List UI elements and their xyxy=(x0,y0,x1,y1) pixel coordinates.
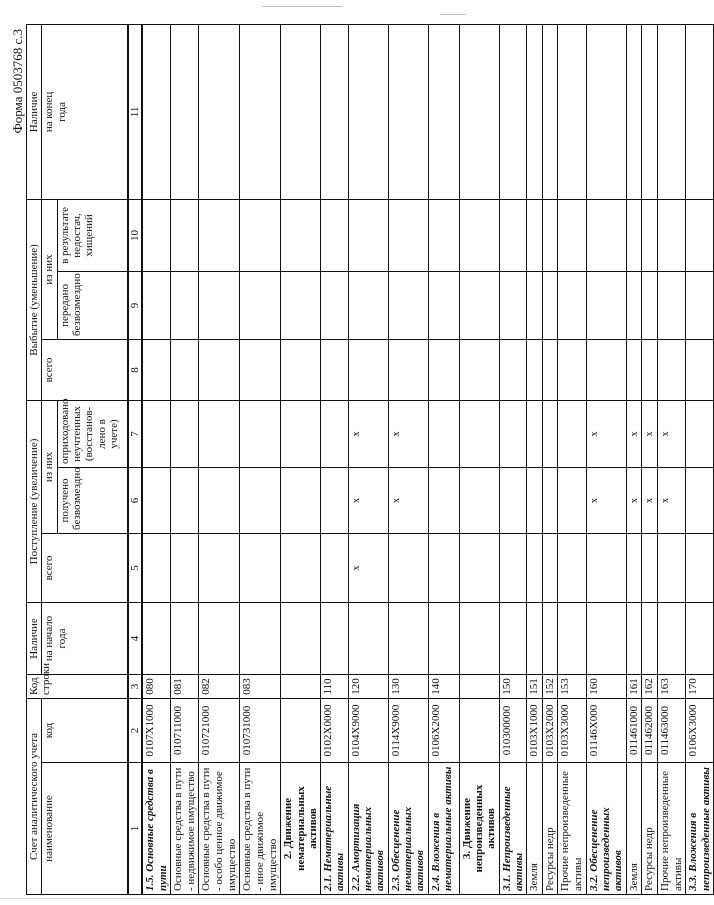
cell-col-9 xyxy=(499,271,527,339)
cell-col-10 xyxy=(459,199,499,271)
row-code xyxy=(281,698,321,762)
column-number: 4 xyxy=(128,602,142,674)
cell-col-4 xyxy=(499,602,527,674)
cell-col-5 xyxy=(388,533,428,602)
header-shortages-2: недостач, xyxy=(70,213,83,258)
not-applicable-mark: x xyxy=(588,497,600,503)
header-income-of-which: из них xyxy=(42,400,57,533)
cell-col-4 xyxy=(142,602,170,674)
row-line-code: 110 xyxy=(321,674,349,698)
table-row xyxy=(142,24,170,894)
row-code: 0107Х1000 xyxy=(142,698,170,762)
cell-col-5 xyxy=(626,533,642,602)
header-end-balance-sub xyxy=(42,24,128,199)
row-code: 010721000 xyxy=(199,698,240,762)
row-name: Прочие непроизведенные активы xyxy=(558,763,586,895)
table-row xyxy=(527,24,543,894)
not-applicable-mark: x xyxy=(659,497,671,503)
cell-col-5 xyxy=(199,533,240,602)
cell-col-11 xyxy=(642,24,658,199)
cell-col-11 xyxy=(626,24,642,199)
row-line-code xyxy=(281,674,321,698)
cell-col-10 xyxy=(428,199,459,271)
row-code xyxy=(459,698,499,762)
cell-col-11 xyxy=(542,24,558,199)
header-capitalized-4: лено в учете) xyxy=(95,419,120,449)
row-code: 011463000 xyxy=(657,698,685,762)
column-number: 1 xyxy=(128,763,142,895)
cell-col-11 xyxy=(558,24,586,199)
not-applicable-mark: x xyxy=(390,431,402,437)
header-end-balance-2: на конец xyxy=(43,91,56,133)
cell-col-5 xyxy=(499,533,527,602)
cell-col-10 xyxy=(657,199,685,271)
cell-col-11 xyxy=(586,24,626,199)
row-line-code: 170 xyxy=(686,674,714,698)
cell-col-8 xyxy=(527,339,543,400)
cell-col-4 xyxy=(626,602,642,674)
cell-col-9 xyxy=(642,271,658,339)
cell-col-9 xyxy=(626,271,642,339)
header-income-total: всего xyxy=(42,533,128,602)
cell-col-6 xyxy=(542,467,558,533)
cell-col-9 xyxy=(542,271,558,339)
cell-col-4 xyxy=(171,602,199,674)
table-row xyxy=(281,24,321,894)
header-capitalized-2: неучтенных xyxy=(70,406,83,462)
cell-col-10 xyxy=(527,199,543,271)
row-name: 1.5. Основные средства в пути xyxy=(142,763,170,895)
cell-col-10 xyxy=(686,199,714,271)
cell-col-5 xyxy=(240,533,281,602)
cell-col-9 xyxy=(281,271,321,339)
cell-col-11 xyxy=(348,24,388,199)
cell-col-9 xyxy=(558,271,586,339)
column-number: 5 xyxy=(128,533,142,602)
cell-col-7 xyxy=(142,400,170,467)
cell-col-7 xyxy=(171,400,199,467)
row-line-code: 160 xyxy=(586,674,626,698)
table-row xyxy=(657,24,685,894)
row-code: 0103Х3000 xyxy=(558,698,586,762)
row-name: 2.2. Амортизация нематериальных активов xyxy=(348,763,388,895)
cell-col-4 xyxy=(459,602,499,674)
column-number: 9 xyxy=(128,271,142,339)
cell-col-6 xyxy=(459,467,499,533)
row-line-code: 151 xyxy=(527,674,543,698)
cell-col-10 xyxy=(642,199,658,271)
row-line-code: 162 xyxy=(642,674,658,698)
cell-col-11 xyxy=(428,24,459,199)
header-end-balance-3: года xyxy=(55,101,68,122)
cell-col-7 xyxy=(626,400,642,467)
header-code: код xyxy=(42,698,128,762)
cell-col-9 xyxy=(321,271,349,339)
cell-col-5 xyxy=(348,533,388,602)
row-name: 3.2. Обесценение непроизведенных активов xyxy=(586,763,626,895)
cell-col-6 xyxy=(240,467,281,533)
cell-col-8 xyxy=(499,339,527,400)
cell-col-7 xyxy=(586,400,626,467)
header-line-code-1: Код xyxy=(28,677,40,695)
row-name: 2. Движение нематериальных активов xyxy=(281,763,321,895)
cell-col-11 xyxy=(459,24,499,199)
cell-col-11 xyxy=(657,24,685,199)
cell-col-8 xyxy=(388,339,428,400)
table-row xyxy=(348,24,388,894)
header-transferred-free xyxy=(57,271,128,339)
cell-col-6 xyxy=(171,467,199,533)
cell-col-6 xyxy=(657,467,685,533)
header-capitalized xyxy=(57,400,128,467)
column-number: 11 xyxy=(128,24,142,199)
cell-col-10 xyxy=(626,199,642,271)
cell-col-7 xyxy=(527,400,543,467)
row-name: Основные средства в пути - иное движимое имущество xyxy=(240,763,281,895)
cell-col-4 xyxy=(642,602,658,674)
header-start-balance: Наличие xyxy=(27,602,42,674)
cell-col-7 xyxy=(388,400,428,467)
table-row xyxy=(199,24,240,894)
header-received-free-2: безвозмездно xyxy=(70,467,83,530)
cell-col-7 xyxy=(686,400,714,467)
cell-col-5 xyxy=(321,533,349,602)
cell-col-11 xyxy=(388,24,428,199)
cell-col-6 xyxy=(142,467,170,533)
cell-col-4 xyxy=(686,602,714,674)
cell-col-11 xyxy=(171,24,199,199)
row-name: 3.1. Непроизведенные активы xyxy=(499,763,527,895)
column-number: 7 xyxy=(128,400,142,467)
header-start-balance-2: на начало xyxy=(43,615,56,662)
cell-col-10 xyxy=(142,199,170,271)
cell-col-5 xyxy=(542,533,558,602)
row-code: 011461000 xyxy=(626,698,642,762)
column-number: 8 xyxy=(128,339,142,400)
table-row xyxy=(171,24,199,894)
cell-col-7 xyxy=(199,400,240,467)
header-income: Поступление (увеличение) xyxy=(27,400,42,602)
cell-col-4 xyxy=(321,602,349,674)
row-code: 010731000 xyxy=(240,698,281,762)
cell-col-5 xyxy=(657,533,685,602)
header-capitalized-3: (восстанов- xyxy=(83,406,96,462)
header-received-free xyxy=(57,467,128,533)
cell-col-7 xyxy=(642,400,658,467)
cell-col-9 xyxy=(527,271,543,339)
not-applicable-mark: x xyxy=(350,565,362,571)
cell-col-4 xyxy=(281,602,321,674)
cell-col-9 xyxy=(142,271,170,339)
header-account: Счет аналитического учета xyxy=(27,698,42,894)
cell-col-10 xyxy=(542,199,558,271)
header-start-balance-3: года xyxy=(55,628,68,649)
row-line-code xyxy=(459,674,499,698)
cell-col-7 xyxy=(558,400,586,467)
cell-col-9 xyxy=(657,271,685,339)
cell-col-7 xyxy=(657,400,685,467)
not-applicable-mark: x xyxy=(644,497,656,503)
cell-col-10 xyxy=(388,199,428,271)
cell-col-8 xyxy=(428,339,459,400)
cell-col-6 xyxy=(388,467,428,533)
row-name: 2.1. Нематериальные активы xyxy=(321,763,349,895)
column-number-row xyxy=(128,24,142,894)
cell-col-8 xyxy=(321,339,349,400)
row-code: 011462000 xyxy=(642,698,658,762)
cell-col-4 xyxy=(586,602,626,674)
cell-col-7 xyxy=(281,400,321,467)
row-name: Ресурсы недр xyxy=(542,763,558,895)
scan-top-line xyxy=(262,6,342,7)
header-outflow-total: всего xyxy=(42,339,128,400)
cell-col-10 xyxy=(499,199,527,271)
header-received-free-1: получено xyxy=(58,478,71,523)
cell-col-6 xyxy=(499,467,527,533)
row-line-code: 083 xyxy=(240,674,281,698)
cell-col-6 xyxy=(686,467,714,533)
table-row xyxy=(642,24,658,894)
cell-col-11 xyxy=(499,24,527,199)
cell-col-4 xyxy=(348,602,388,674)
row-line-code: 153 xyxy=(558,674,586,698)
header-shortages-3: хищений xyxy=(83,214,96,257)
row-name: Ресурсы недр xyxy=(642,763,658,895)
row-code: 010711000 xyxy=(171,698,199,762)
header-outflow: Выбытие (уменьшение) xyxy=(27,199,42,400)
cell-col-10 xyxy=(348,199,388,271)
header-shortages-1: в результате xyxy=(58,207,71,264)
row-name: Основные средства в пути - особо ценное движимое имущество xyxy=(199,763,240,895)
table-row xyxy=(321,24,349,894)
table-row xyxy=(499,24,527,894)
row-name: Земля xyxy=(527,763,543,895)
report-table xyxy=(26,24,714,895)
cell-col-10 xyxy=(240,199,281,271)
cell-col-11 xyxy=(142,24,170,199)
header-name: наименование xyxy=(42,763,128,895)
cell-col-5 xyxy=(642,533,658,602)
row-line-code: 152 xyxy=(542,674,558,698)
header-line-code xyxy=(27,662,129,698)
cell-col-8 xyxy=(459,339,499,400)
row-name: Основные средства в пути - недвижимое имущество xyxy=(171,763,199,895)
column-number: 2 xyxy=(128,698,142,762)
row-code: 0106Х2000 xyxy=(428,698,459,762)
cell-col-6 xyxy=(626,467,642,533)
cell-col-8 xyxy=(626,339,642,400)
row-code: 0104Х9000 xyxy=(348,698,388,762)
cell-col-7 xyxy=(348,400,388,467)
cell-col-9 xyxy=(388,271,428,339)
not-applicable-mark: x xyxy=(628,497,640,503)
row-line-code: 080 xyxy=(142,674,170,698)
row-line-code: 130 xyxy=(388,674,428,698)
cell-col-6 xyxy=(642,467,658,533)
header-line-code-2: строки xyxy=(40,662,53,695)
cell-col-5 xyxy=(558,533,586,602)
table-row xyxy=(686,24,714,894)
header-capitalized-1: оприходовано xyxy=(58,398,71,464)
table-row xyxy=(586,24,626,894)
cell-col-6 xyxy=(527,467,543,533)
cell-col-8 xyxy=(558,339,586,400)
form-caption: Форма 0503768 с.3 xyxy=(10,29,25,134)
cell-col-4 xyxy=(542,602,558,674)
column-number: 3 xyxy=(128,674,142,698)
not-applicable-mark: x xyxy=(588,431,600,437)
cell-col-8 xyxy=(171,339,199,400)
not-applicable-mark: x xyxy=(644,431,656,437)
cell-col-4 xyxy=(657,602,685,674)
not-applicable-mark: x xyxy=(628,431,640,437)
not-applicable-mark: x xyxy=(390,497,402,503)
table-row xyxy=(388,24,428,894)
cell-col-8 xyxy=(281,339,321,400)
cell-col-10 xyxy=(281,199,321,271)
cell-col-11 xyxy=(321,24,349,199)
cell-col-11 xyxy=(281,24,321,199)
cell-col-7 xyxy=(240,400,281,467)
cell-col-5 xyxy=(459,533,499,602)
scan-bottom-edge xyxy=(0,898,640,899)
header-end-balance: Наличие xyxy=(27,24,42,199)
cell-col-8 xyxy=(240,339,281,400)
column-number: 10 xyxy=(128,199,142,271)
cell-col-9 xyxy=(199,271,240,339)
row-code: 0114Х9000 xyxy=(388,698,428,762)
cell-col-6 xyxy=(558,467,586,533)
row-line-code: 161 xyxy=(626,674,642,698)
cell-col-10 xyxy=(171,199,199,271)
cell-col-8 xyxy=(586,339,626,400)
cell-col-9 xyxy=(428,271,459,339)
row-name: 3. Движение непроизведенных активов xyxy=(459,763,499,895)
cell-col-4 xyxy=(428,602,459,674)
cell-col-5 xyxy=(171,533,199,602)
row-line-code: 150 xyxy=(499,674,527,698)
row-line-code: 120 xyxy=(348,674,388,698)
table-row xyxy=(558,24,586,894)
table-row xyxy=(542,24,558,894)
cell-col-4 xyxy=(527,602,543,674)
row-code: 0106Х3000 xyxy=(686,698,714,762)
row-name: 2.4. Вложения в нематериальные активы xyxy=(428,763,459,895)
row-line-code: 081 xyxy=(171,674,199,698)
cell-col-10 xyxy=(199,199,240,271)
cell-col-6 xyxy=(586,467,626,533)
row-line-code: 082 xyxy=(199,674,240,698)
cell-col-8 xyxy=(142,339,170,400)
table-row xyxy=(428,24,459,894)
cell-col-5 xyxy=(428,533,459,602)
cell-col-11 xyxy=(240,24,281,199)
table-row xyxy=(240,24,281,894)
cell-col-8 xyxy=(642,339,658,400)
cell-col-7 xyxy=(459,400,499,467)
cell-col-11 xyxy=(527,24,543,199)
cell-col-7 xyxy=(321,400,349,467)
cell-col-8 xyxy=(199,339,240,400)
cell-col-10 xyxy=(586,199,626,271)
cell-col-6 xyxy=(428,467,459,533)
header-shortages xyxy=(57,199,128,271)
cell-col-5 xyxy=(686,533,714,602)
not-applicable-mark: x xyxy=(659,431,671,437)
table-row xyxy=(459,24,499,894)
cell-col-8 xyxy=(686,339,714,400)
cell-col-6 xyxy=(321,467,349,533)
scan-top-mark xyxy=(440,14,466,15)
cell-col-9 xyxy=(459,271,499,339)
cell-col-7 xyxy=(542,400,558,467)
cell-col-8 xyxy=(542,339,558,400)
cell-col-7 xyxy=(499,400,527,467)
cell-col-6 xyxy=(199,467,240,533)
cell-col-8 xyxy=(348,339,388,400)
not-applicable-mark: x xyxy=(350,497,362,503)
cell-col-4 xyxy=(388,602,428,674)
cell-col-5 xyxy=(527,533,543,602)
cell-col-11 xyxy=(199,24,240,199)
cell-col-9 xyxy=(586,271,626,339)
row-code: 0103Х2000 xyxy=(542,698,558,762)
table-row xyxy=(626,24,642,894)
header-outflow-of-which: из них xyxy=(42,199,57,339)
cell-col-7 xyxy=(428,400,459,467)
row-code: 0102Х0000 xyxy=(321,698,349,762)
cell-col-5 xyxy=(142,533,170,602)
rotated-form-page xyxy=(10,25,712,895)
row-name: 2.3. Обесценение нематериальных активов xyxy=(388,763,428,895)
column-number: 6 xyxy=(128,467,142,533)
cell-col-5 xyxy=(281,533,321,602)
cell-col-4 xyxy=(199,602,240,674)
header-transferred-free-2: безвозмездно xyxy=(70,273,83,336)
cell-col-4 xyxy=(558,602,586,674)
cell-col-9 xyxy=(240,271,281,339)
row-line-code: 163 xyxy=(657,674,685,698)
row-name: 3.3. Вложения в непроизведенные активы xyxy=(686,763,714,895)
row-name: Земля xyxy=(626,763,642,895)
cell-col-4 xyxy=(240,602,281,674)
row-code: 01146Х000 xyxy=(586,698,626,762)
row-name: Прочие непроизведенные активы xyxy=(657,763,685,895)
row-line-code: 140 xyxy=(428,674,459,698)
cell-col-10 xyxy=(558,199,586,271)
cell-col-10 xyxy=(321,199,349,271)
header-transferred-free-1: передано xyxy=(58,284,71,327)
header-start-balance-sub xyxy=(42,602,128,674)
cell-col-6 xyxy=(281,467,321,533)
cell-col-9 xyxy=(171,271,199,339)
cell-col-9 xyxy=(348,271,388,339)
cell-col-5 xyxy=(586,533,626,602)
cell-col-8 xyxy=(657,339,685,400)
row-code: 010300000 xyxy=(499,698,527,762)
cell-col-6 xyxy=(348,467,388,533)
cell-col-11 xyxy=(686,24,714,199)
not-applicable-mark: x xyxy=(350,431,362,437)
row-code: 0103Х1000 xyxy=(527,698,543,762)
cell-col-9 xyxy=(686,271,714,339)
